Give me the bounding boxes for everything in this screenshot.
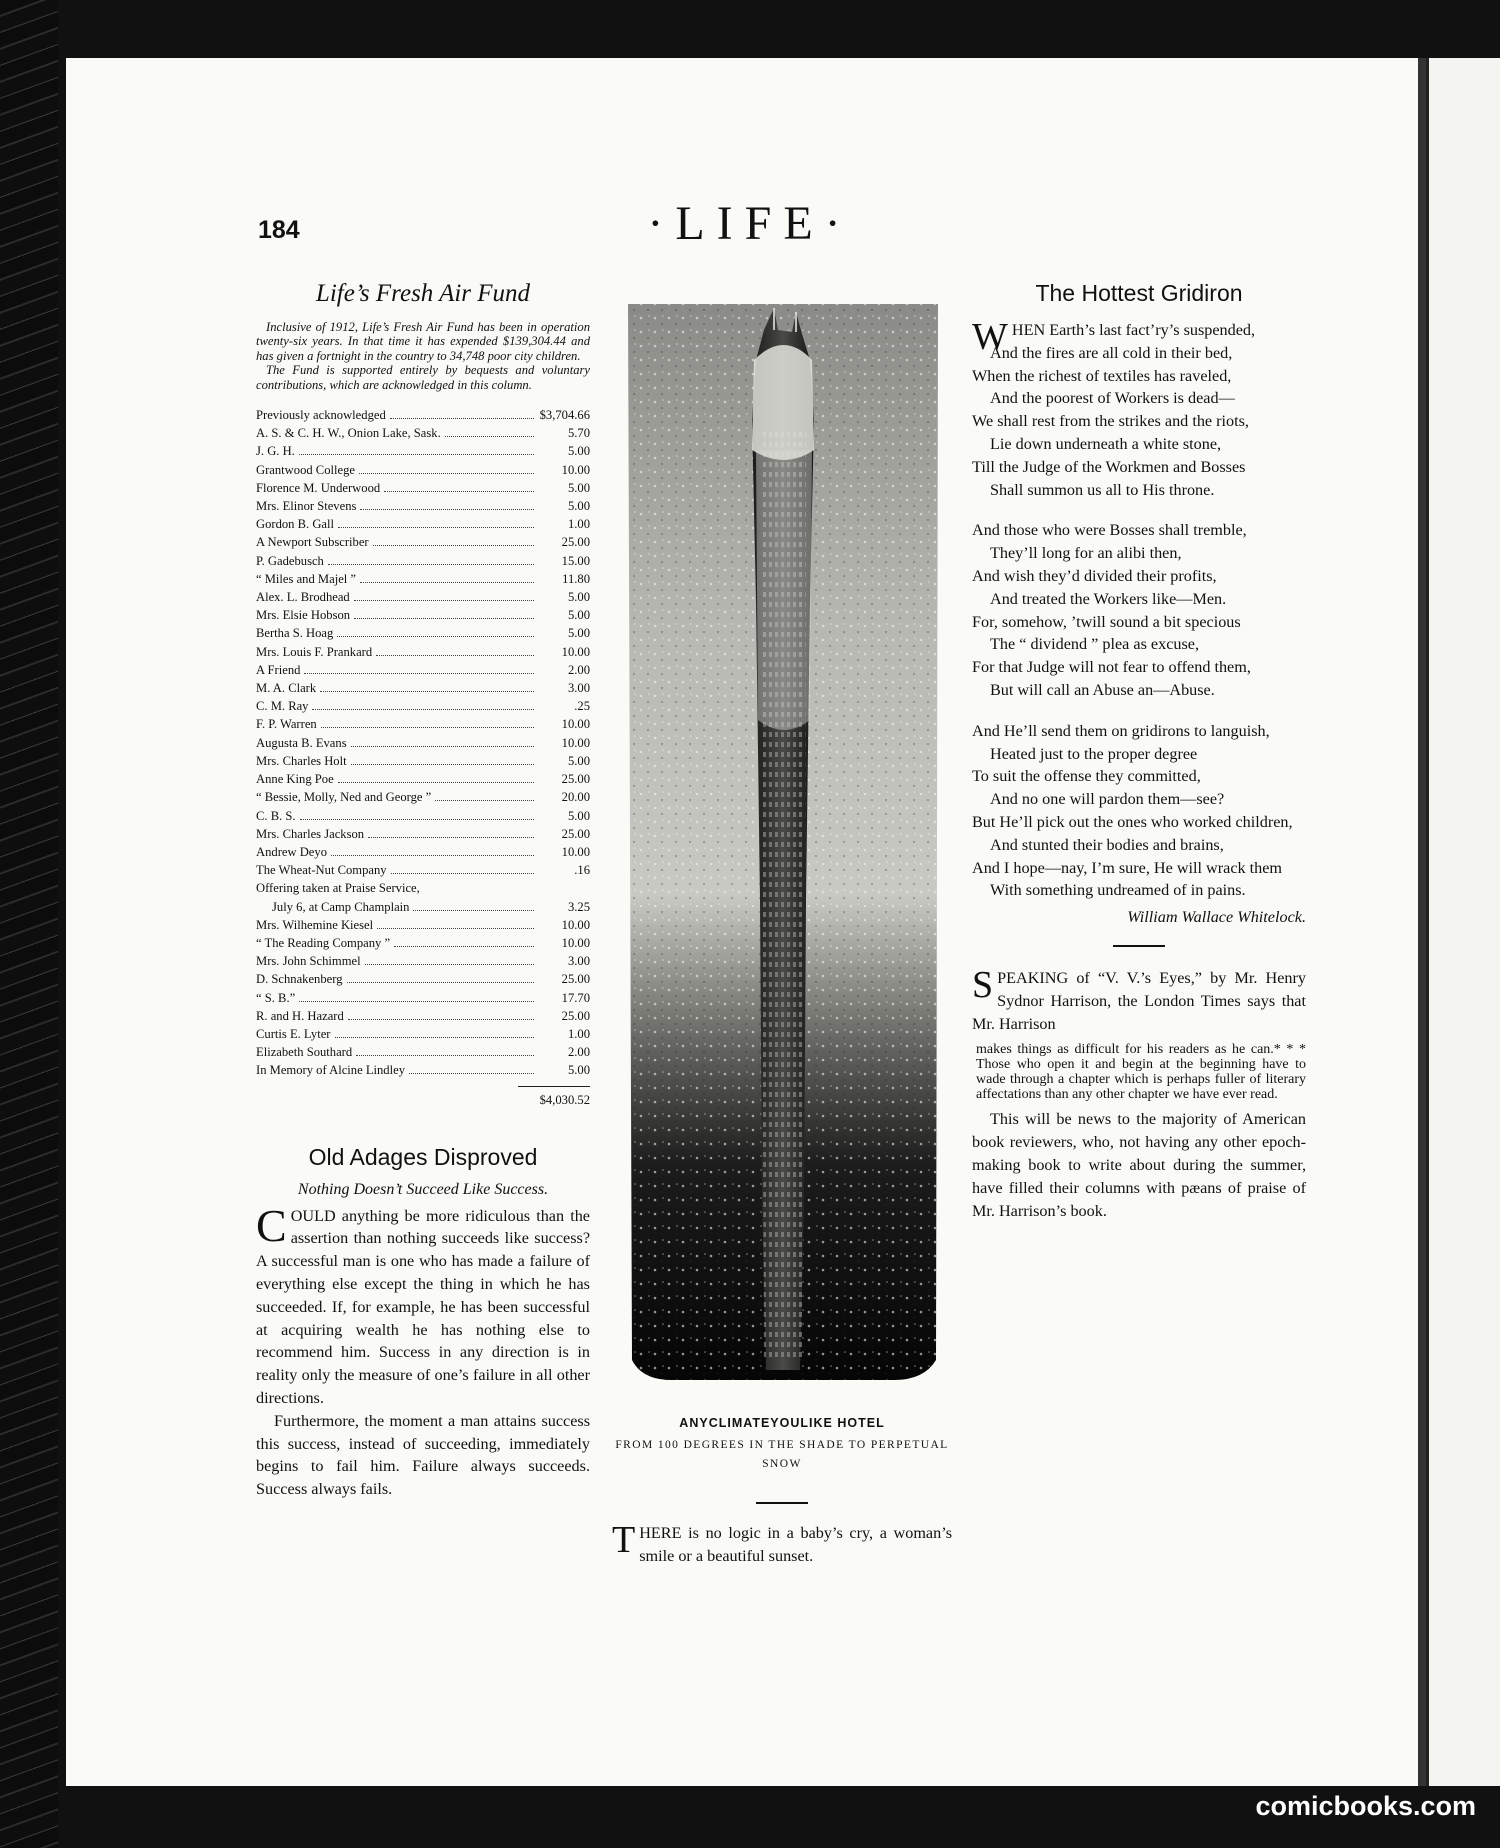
- ledger-row: [256, 898, 590, 916]
- contribution-amount: 5.00: [567, 608, 590, 623]
- poem-line: When the richest of textiles has raveled,: [972, 366, 1232, 385]
- total-rule: [518, 1086, 590, 1087]
- paragraph-text: PEAKING of “V. V.’s Eyes,” by Mr. Henry Sydnor Harrison, the London Times says that Mr. Harrison: [972, 969, 1306, 1033]
- ledger-row: [256, 715, 590, 733]
- old-adages-subtitle: Nothing Doesn’t Succeed Like Success.: [297, 1180, 549, 1198]
- ledger-row: [256, 879, 590, 897]
- leader-dots: [356, 1055, 534, 1056]
- skyscraper-illustration: [624, 300, 942, 1406]
- site-watermark: comicbooks.com: [1255, 1791, 1476, 1821]
- drop-cap: T: [612, 1519, 636, 1561]
- poem-line: Shall summon us all to His throne.: [990, 480, 1215, 499]
- poem-line: And no one will pardon them—see?: [990, 790, 1225, 809]
- leader-dots: [360, 509, 534, 510]
- poem-stanza: [972, 316, 1306, 501]
- leader-dots: [312, 709, 534, 710]
- contribution-amount: 1.00: [567, 1026, 590, 1041]
- contributor-name: P. Gadebusch: [256, 553, 324, 568]
- contribution-amount: 25.00: [561, 1008, 590, 1023]
- contribution-amount: 2.00: [567, 1045, 590, 1060]
- review-lead: [972, 964, 1306, 1035]
- review-article: [972, 964, 1306, 1222]
- leader-dots: [376, 655, 534, 656]
- contributor-name: In Memory of Alcine Lindley: [256, 1063, 405, 1078]
- contribution-amount: 5.00: [567, 753, 590, 768]
- poem-line: But will call an Abuse an—Abuse.: [990, 680, 1215, 699]
- poem-line: And the fires are all cold in their bed,: [990, 343, 1233, 362]
- contributor-name: “ The Reading Company ”: [256, 935, 391, 950]
- leader-dots: [351, 746, 534, 747]
- contributor-name: Grantwood College: [256, 462, 355, 477]
- ledger-row: [256, 752, 590, 770]
- ledger-row: [256, 588, 590, 606]
- poem-line: For, somehow, ’twill sound a bit specious: [972, 612, 1241, 631]
- poem-line: Till the Judge of the Workmen and Bosses: [972, 457, 1246, 476]
- contributor-name: D. Schnakenberg: [256, 972, 343, 987]
- caption-title: ANYCLIMATEYOULIKE HOTEL: [679, 1416, 885, 1430]
- contribution-amount: 3.25: [567, 899, 590, 914]
- poem-line: Heated just to the proper degree: [990, 744, 1198, 763]
- ledger-row: [256, 606, 590, 624]
- ledger-row: [256, 643, 590, 661]
- poem-body: [972, 316, 1306, 902]
- intro-paragraph-1: Inclusive of 1912, Life’s Fresh Air Fund has been in operation twenty-six years. In that time it has expended $139,304.44 and has given a fortnight in the country to 34,748 poor city children.: [256, 320, 590, 363]
- contributor-name: Mrs. Charles Holt: [256, 753, 347, 768]
- contribution-amount: .16: [574, 863, 590, 878]
- ledger-row: [256, 861, 590, 879]
- old-adages-paragraph-1: [256, 1199, 590, 1410]
- poem-line: With something undreamed of in pains.: [990, 881, 1246, 900]
- ledger-row: [256, 970, 590, 988]
- right-column: [972, 280, 1306, 1222]
- leader-dots: [338, 527, 534, 528]
- old-adages-article: [256, 1144, 590, 1501]
- leader-dots: [359, 473, 534, 474]
- contributor-name: Mrs. Charles Jackson: [256, 826, 365, 841]
- ledger-row: [256, 1007, 590, 1025]
- contribution-amount: 3.00: [567, 954, 590, 969]
- contributor-name: Offering taken at Praise Service,: [256, 881, 420, 896]
- leader-dots: [347, 982, 534, 983]
- ledger-row: [256, 515, 590, 533]
- contributor-name: “ S. B.”: [256, 990, 296, 1005]
- scan-binding-edge: [0, 0, 58, 1848]
- contribution-amount: 5.00: [567, 808, 590, 823]
- leader-dots: [338, 782, 534, 783]
- contributor-name: Mrs. Louis F. Prankard: [256, 644, 373, 659]
- contribution-amount: 1.00: [567, 517, 590, 532]
- contributor-name: F. P. Warren: [256, 717, 317, 732]
- contribution-amount: 25.00: [561, 535, 590, 550]
- ledger-row: [256, 1061, 590, 1079]
- contribution-amount: 5.00: [567, 499, 590, 514]
- contribution-amount: 10.00: [561, 917, 590, 932]
- poem-line: And those who were Bosses shall tremble,: [972, 521, 1247, 540]
- leader-dots: [390, 418, 534, 419]
- contribution-amount: 15.00: [561, 553, 590, 568]
- poem-stanza: [972, 519, 1306, 701]
- intro-paragraph-2: The Fund is supported entirely by bequests and voluntary contributions, which are acknowledged in this column.: [256, 363, 590, 392]
- contributor-name: Anne King Poe: [256, 772, 334, 787]
- poem-line: Lie down underneath a white stone,: [990, 434, 1222, 453]
- icicle-coating: [756, 450, 812, 730]
- poem-line: And I hope—nay, I’m sure, He will wrack them: [972, 858, 1283, 877]
- contribution-amount: 10.00: [561, 935, 590, 950]
- contributor-name: M. A. Clark: [256, 681, 317, 696]
- leader-dots: [360, 582, 534, 583]
- contribution-amount: 20.00: [561, 790, 590, 805]
- leader-dots: [365, 964, 534, 965]
- leader-dots: [394, 946, 534, 947]
- contributor-name: Elizabeth Southard: [256, 1045, 353, 1060]
- illustration-caption: [612, 1416, 952, 1474]
- contributor-name: Mrs. Elinor Stevens: [256, 499, 357, 514]
- middle-column: [612, 300, 952, 1568]
- ledger-row: [256, 570, 590, 588]
- contributor-name: Mrs. Wilhemine Kiesel: [256, 917, 374, 932]
- contribution-amount: 5.00: [567, 1063, 590, 1078]
- contributor-name: Previously acknowledged: [256, 408, 386, 423]
- contributor-name: Curtis E. Lyter: [256, 1026, 331, 1041]
- ledger-row: [256, 479, 590, 497]
- ledger-row: [256, 552, 590, 570]
- page-number: 184: [258, 216, 300, 244]
- contributor-name: Mrs. Elsie Hobson: [256, 608, 351, 623]
- poem-line: And stunted their bodies and brains,: [990, 835, 1224, 854]
- leader-dots: [299, 454, 534, 455]
- leader-dots: [435, 800, 534, 801]
- poem-line-text: HEN Earth’s last fact’ry’s suspended,: [1011, 321, 1256, 339]
- contributions-ledger: [256, 406, 590, 1080]
- ledger-row: [256, 934, 590, 952]
- ledger-row: [256, 461, 590, 479]
- divider-rule: [1113, 945, 1165, 947]
- ledger-row: [256, 406, 590, 424]
- old-adages-paragraph-2: Furthermore, the moment a man attains success this success, instead of succeeding, immediately begins to fail him. Failure always succeeds. Success always fails.: [256, 1411, 590, 1499]
- ledger-row: [256, 734, 590, 752]
- leader-dots: [335, 1037, 534, 1038]
- drop-cap: W: [972, 316, 1008, 358]
- leader-dots: [328, 564, 534, 565]
- contributor-name: A Friend: [256, 662, 301, 677]
- poem-line: And treated the Workers like—Men.: [990, 589, 1227, 608]
- leader-dots: [391, 873, 534, 874]
- ledger-row: [256, 497, 590, 515]
- ledger-row: [256, 825, 590, 843]
- contribution-amount: 3.00: [567, 681, 590, 696]
- snow-capped-top: [752, 345, 814, 460]
- ledger-row: [256, 1043, 590, 1061]
- contribution-amount: 2.00: [567, 662, 590, 677]
- old-adages-title: Old Adages Disproved: [308, 1143, 538, 1170]
- ledger-row: [256, 697, 590, 715]
- contribution-amount: 10.00: [561, 644, 590, 659]
- contribution-amount: 5.70: [567, 426, 590, 441]
- contributor-name: “ Bessie, Molly, Ned and George ”: [256, 790, 432, 805]
- caption-subtitle: FROM 100 DEGREES IN THE SHADE TO PERPETUAL SNOW: [615, 1439, 949, 1470]
- ledger-row: [256, 442, 590, 460]
- poem-line: For that Judge will not fear to offend them,: [972, 658, 1251, 677]
- masthead: ·LIFE·: [647, 197, 853, 250]
- ledger-row: [256, 916, 590, 934]
- contribution-amount: 11.80: [562, 571, 590, 586]
- poem-author: William Wallace Whitelock.: [1127, 908, 1306, 927]
- left-column: [256, 280, 590, 1501]
- ledger-row: [256, 661, 590, 679]
- ledger-row: [256, 989, 590, 1007]
- leader-dots: [354, 618, 534, 619]
- poem-line: And wish they’d divided their profits,: [972, 566, 1217, 585]
- contributor-name: Florence M. Underwood: [256, 480, 381, 495]
- paragraph-text: HERE is no logic in a baby’s cry, a woman’s smile or a beautiful sunset.: [639, 1524, 952, 1565]
- leader-dots: [373, 545, 534, 546]
- contributor-name: Augusta B. Evans: [256, 735, 347, 750]
- leader-dots: [384, 491, 534, 492]
- ledger-row: [256, 770, 590, 788]
- contributor-name: July 6, at Camp Champlain: [272, 899, 410, 914]
- ledger-row: [256, 424, 590, 442]
- leader-dots: [445, 436, 534, 437]
- contributor-name: J. G. H.: [256, 444, 295, 459]
- ledger-row: [256, 1025, 590, 1043]
- poem-line: To suit the offense they committed,: [972, 767, 1201, 786]
- leader-dots: [321, 727, 534, 728]
- contribution-amount: $3,704.66: [539, 408, 590, 423]
- contribution-amount: 5.00: [567, 444, 590, 459]
- contributor-name: C. B. S.: [256, 808, 296, 823]
- contributor-name: “ Miles and Majel ”: [256, 571, 357, 586]
- contribution-amount: 10.00: [561, 735, 590, 750]
- ledger-row: [256, 624, 590, 642]
- contributor-name: C. M. Ray: [256, 699, 309, 714]
- leader-dots: [354, 600, 534, 601]
- leader-dots: [377, 928, 534, 929]
- contribution-amount: 10.00: [561, 717, 590, 732]
- contribution-amount: 25.00: [561, 826, 590, 841]
- poem-line: And He’ll send them on gridirons to languish,: [972, 721, 1270, 740]
- leader-dots: [351, 764, 534, 765]
- ledger-total: $4,030.52: [539, 1092, 590, 1107]
- contributor-name: Bertha S. Hoag: [256, 626, 334, 641]
- ledger-row: [256, 843, 590, 861]
- leader-dots: [331, 855, 534, 856]
- review-tail: This will be news to the majority of American book reviewers, who, not having any other epoch-making book to write about during the summer, have filled their columns with pæans of praise of Mr. Harrison’s book.: [972, 1110, 1306, 1220]
- poem-line: But He’ll pick out the ones who worked children,: [972, 812, 1293, 831]
- leader-dots: [348, 1019, 534, 1020]
- contribution-amount: .25: [574, 699, 590, 714]
- divider-rule: [756, 1502, 808, 1504]
- ledger-row: [256, 788, 590, 806]
- leader-dots: [409, 1073, 534, 1074]
- leader-dots: [300, 819, 534, 820]
- contribution-amount: 10.00: [561, 462, 590, 477]
- contributor-name: The Wheat-Nut Company: [256, 863, 387, 878]
- ledger-row: [256, 533, 590, 551]
- paragraph-text: OULD anything be more ridiculous than the assertion than nothing succeeds like success? A successful man is one who has made a failure of everything else except the thing in which he has succeeded. If, for example, he has been successful at acquiring wealth he has nothing else to recommend him. Success in any direction is in reality only the measure of one’s failure in all other directions.: [256, 1206, 590, 1407]
- contributor-name: A Newport Subscriber: [256, 535, 369, 550]
- poem-line: We shall rest from the strikes and the riots,: [972, 412, 1249, 431]
- contribution-amount: 17.70: [561, 990, 590, 1005]
- ledger-row: [256, 807, 590, 825]
- fresh-air-fund-title: Life’s Fresh Air Fund: [315, 280, 531, 307]
- drop-cap: C: [256, 1199, 287, 1251]
- contributor-name: Mrs. John Schimmel: [256, 954, 361, 969]
- contributor-name: Alex. L. Brodhead: [256, 590, 350, 605]
- ledger-row: [256, 952, 590, 970]
- contribution-amount: 5.00: [567, 480, 590, 495]
- next-page-edge: [1426, 58, 1500, 1786]
- leader-dots: [320, 691, 534, 692]
- drop-cap: S: [972, 964, 994, 1007]
- tower-illustration: [624, 300, 942, 1406]
- leader-dots: [413, 910, 534, 911]
- review-quote: makes things as difficult for his readers as he can.* * * Those who open it and begin at the beginning have to wade through a chapter which is perhaps fuller of literary affectations than any other chapter we have ever read.: [976, 1041, 1306, 1103]
- contributor-name: Gordon B. Gall: [256, 517, 335, 532]
- poem-line: And the poorest of Workers is dead—: [990, 389, 1235, 408]
- poem-title: The Hottest Gridiron: [1035, 280, 1243, 306]
- contribution-amount: 25.00: [561, 772, 590, 787]
- leader-dots: [337, 636, 534, 637]
- contribution-amount: 25.00: [561, 972, 590, 987]
- contribution-amount: 10.00: [561, 844, 590, 859]
- fresh-air-fund-intro: [256, 320, 590, 392]
- poem-line: They’ll long for an alibi then,: [990, 544, 1182, 563]
- contributor-name: R. and H. Hazard: [256, 1008, 344, 1023]
- contributor-name: Andrew Deyo: [256, 844, 327, 859]
- contribution-amount: 5.00: [567, 626, 590, 641]
- leader-dots: [368, 837, 534, 838]
- poem-stanza: [972, 720, 1306, 902]
- leader-dots: [299, 1001, 534, 1002]
- ledger-row: [256, 679, 590, 697]
- contributor-name: A. S. & C. H. W., Onion Lake, Sask.: [256, 426, 441, 441]
- poem-line: The “ dividend ” plea as excuse,: [990, 635, 1199, 654]
- contribution-amount: 5.00: [567, 590, 590, 605]
- baby-cry-paragraph: [612, 1519, 952, 1568]
- leader-dots: [304, 673, 534, 674]
